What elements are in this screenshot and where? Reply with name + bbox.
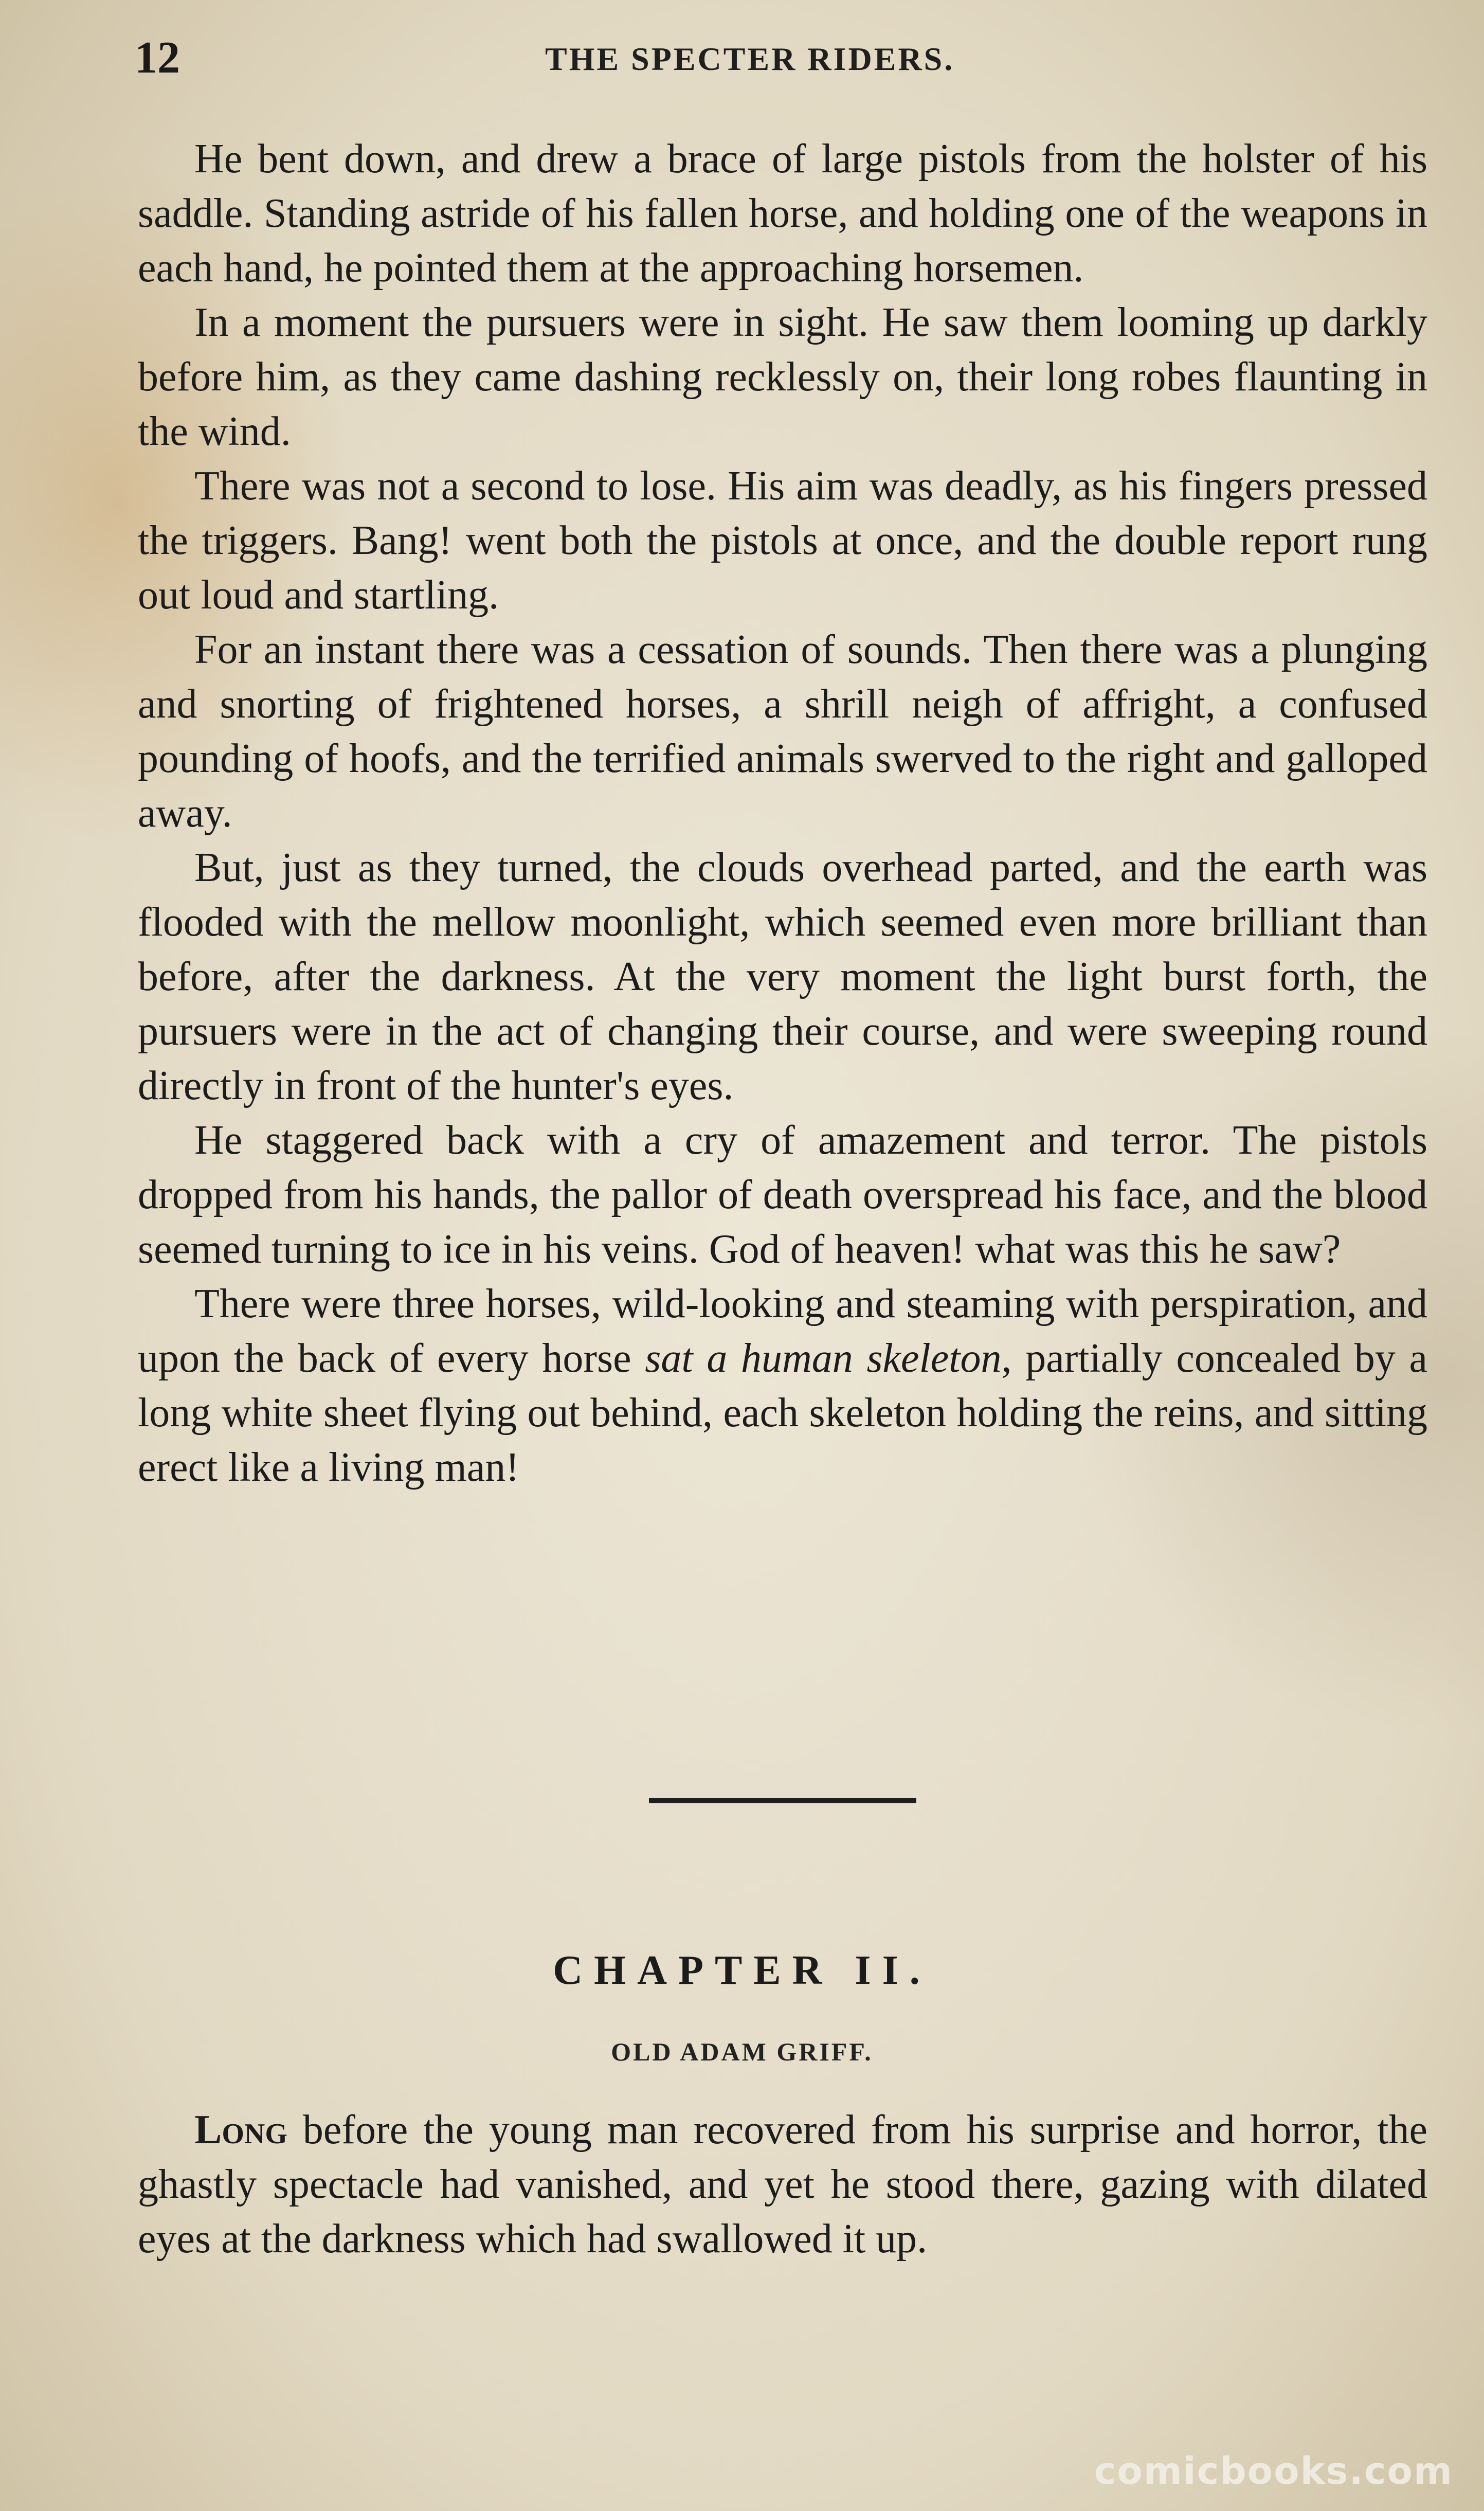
chapter-subtitle: OLD ADAM GRIFF. bbox=[611, 2037, 873, 2066]
italic-phrase: sat a human skeleton bbox=[645, 1336, 1002, 1381]
page-number: 12 bbox=[135, 33, 180, 83]
paragraph: For an instant there was a cessation of sounds. Then there was a plunging and snorting of frightened horses, a shrill neigh of affright, a confused pounding of hoofs, and the terrified animals swerved to the right and galloped away. bbox=[138, 627, 1427, 836]
text-run: , partially concealed by a long white sheet flying out behind, each skeleton holding the reins, and sitting erect like a living man! bbox=[138, 1336, 1428, 1490]
paragraph-skeleton bbox=[138, 1277, 1427, 1495]
chapter-heading: CHAPTER II. bbox=[553, 1948, 931, 1993]
running-head: THE SPECTER RIDERS. bbox=[545, 41, 955, 77]
text-run: There were three horses, wild-looking and steaming with perspiration, and upon the back of every horse bbox=[138, 1281, 1427, 1381]
site-watermark: comicbooks.com bbox=[1094, 2449, 1453, 2492]
paragraph: He staggered back with a cry of amazement and terror. The pistols dropped from his hands, the pallor of death overspread his face, and the blood seemed turning to ice in his veins. God of heaven! what was this he saw? bbox=[138, 1118, 1427, 1272]
paragraph: He bent down, and drew a brace of large pistols from the holster of his saddle. Standing astride of his fallen horse, and holding one of the weapons in each hand, he pointed them at the approaching horsemen. bbox=[138, 136, 1427, 291]
page-header bbox=[0, 32, 1484, 94]
paragraph: But, just as they turned, the clouds overhead parted, and the earth was flooded with the mellow moonlight, which seemed even more brilliant than before, after the darkness. At the very moment the light burst forth, the pursuers were in the act of changing their course, and were sweeping round directly in front of the hunter's eyes. bbox=[138, 845, 1427, 1108]
paragraph bbox=[138, 2103, 1427, 2266]
paragraph: There was not a second to lose. His aim was deadly, as his fingers pressed the triggers. Bang! went both the pistols at once, and the double report rung out loud and startling. bbox=[138, 463, 1427, 618]
chapter-two-text bbox=[138, 2103, 1427, 2266]
drop-word: Long bbox=[194, 2107, 287, 2153]
text-run: before the young man recovered from his surprise and horror, the ghastly spectacle had vanished, and yet he stood there, gazing with dilated eyes at the darkness which had swallowed it up. bbox=[138, 2107, 1427, 2262]
chapter-one-text bbox=[138, 132, 1427, 1495]
section-divider bbox=[649, 1798, 916, 1803]
paragraph: In a moment the pursuers were in sight. He saw them looming up darkly before him, as they came dashing recklessly on, their long robes flaunting in the wind. bbox=[138, 300, 1427, 454]
